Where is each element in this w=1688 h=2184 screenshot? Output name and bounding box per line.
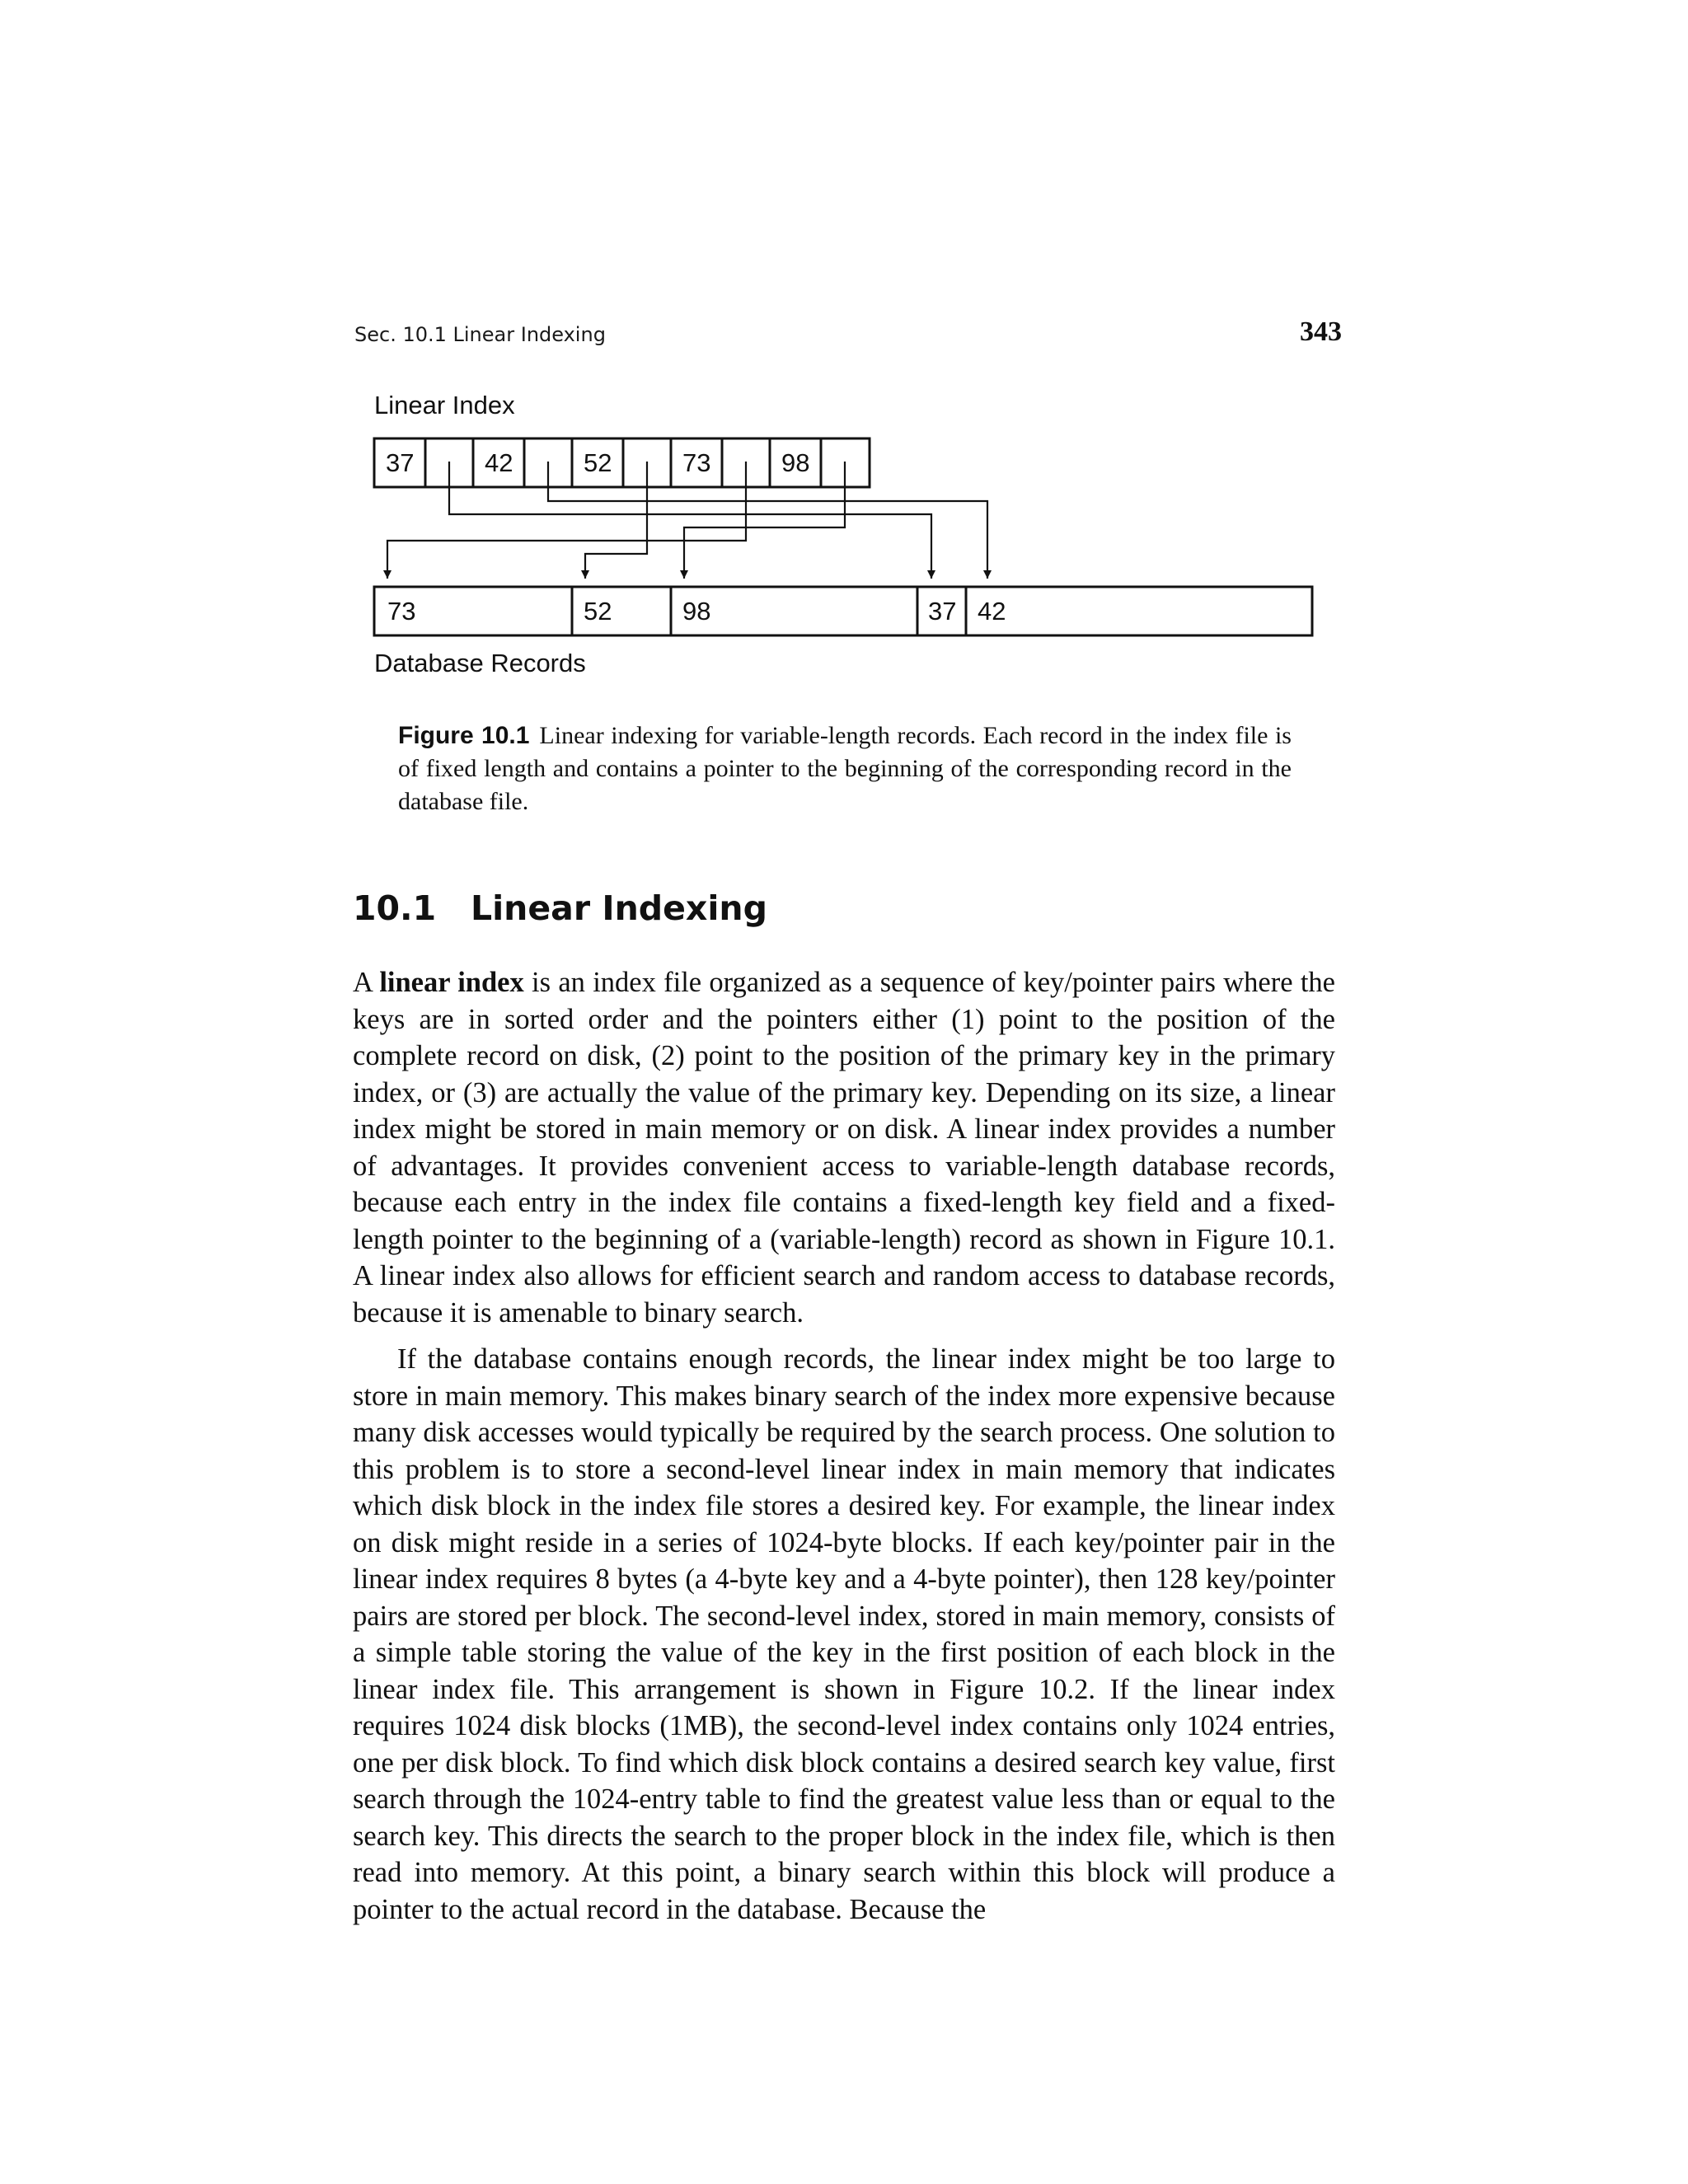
index-key: 42 xyxy=(485,448,513,477)
paragraph xyxy=(353,964,1335,1331)
defined-term: linear index xyxy=(379,967,524,998)
index-label: Linear Index xyxy=(374,391,515,419)
body-text xyxy=(353,964,1335,1928)
record-key: 52 xyxy=(584,597,612,626)
figure-caption-label: Figure 10.1 xyxy=(398,722,530,749)
section-number: 10.1 xyxy=(353,888,437,928)
page-number: 343 xyxy=(1300,316,1342,347)
record-key: 42 xyxy=(978,597,1006,626)
figure-caption xyxy=(398,719,1292,818)
paragraph-lead: A xyxy=(353,967,380,998)
record-key: 73 xyxy=(387,597,416,626)
section-heading xyxy=(353,888,767,928)
records-array xyxy=(374,587,1312,635)
figure-caption-text: Linear indexing for variable-length records. Each record in the index file is of fixed length and contains a pointer to the beginning of the corresponding record in the database file. xyxy=(398,722,1292,815)
record-key: 98 xyxy=(682,597,711,626)
index-key: 73 xyxy=(682,448,711,477)
index-key: 52 xyxy=(584,448,612,477)
index-key: 37 xyxy=(386,448,415,477)
running-head: Sec. 10.1 Linear Indexing xyxy=(354,323,606,346)
paragraph-text: is an index file organized as a sequence of key/pointer pairs where the keys are in sorted order and the pointers either (1) point to the position of the complete record on disk, (2) point to the position of the primary key in the primary index, or (3) are actually the value of the primary key. Depending on its size, a linear index might be stored in main memory or on disk. A linear index provides a number of advantages. It provides convenient access to variable-length database records, because each entry in the index file contains a fixed-length key field and a fixed-length pointer to the beginning of a (variable-length) record as shown in Figure 10.1. A linear index also allows for efficient search and random access to database records, because it is amenable to binary search. xyxy=(353,967,1335,1329)
records-label: Database Records xyxy=(374,649,586,677)
index-key: 98 xyxy=(781,448,810,477)
paragraph: If the database contains enough records, the linear index might be too large to store in main memory. This makes binary search of the index more expensive because many disk accesses would typically be required by the search process. One solution to this problem is to store a second-level linear index in main memory that indicates which disk block in the index file stores a desired key. For example, the linear index on disk might reside in a series of 1024-byte blocks. If each key/pointer pair in the linear index requires 8 bytes (a 4-byte key and a 4-byte pointer), then 128 key/pointer pairs are stored per block. The second-level index, stored in main memory, consists of a simple table storing the value of the key in the first position of each block in the linear index file. This arrangement is shown in Figure 10.2. If the linear index requires 1024 disk blocks (1MB), the second-level index contains only 1024 entries, one per disk block. To find which disk block contains a desired search key value, first search through the 1024-entry table to find the greatest value less than or equal to the search key. This directs the search to the proper block in the index file, which is then read into memory. At this point, a binary search within this block will produce a pointer to the actual record in the database. Because the xyxy=(353,1343,1335,1925)
linear-index-figure xyxy=(0,0,1688,709)
record-key: 37 xyxy=(928,597,957,626)
section-title: Linear Indexing xyxy=(471,888,767,928)
